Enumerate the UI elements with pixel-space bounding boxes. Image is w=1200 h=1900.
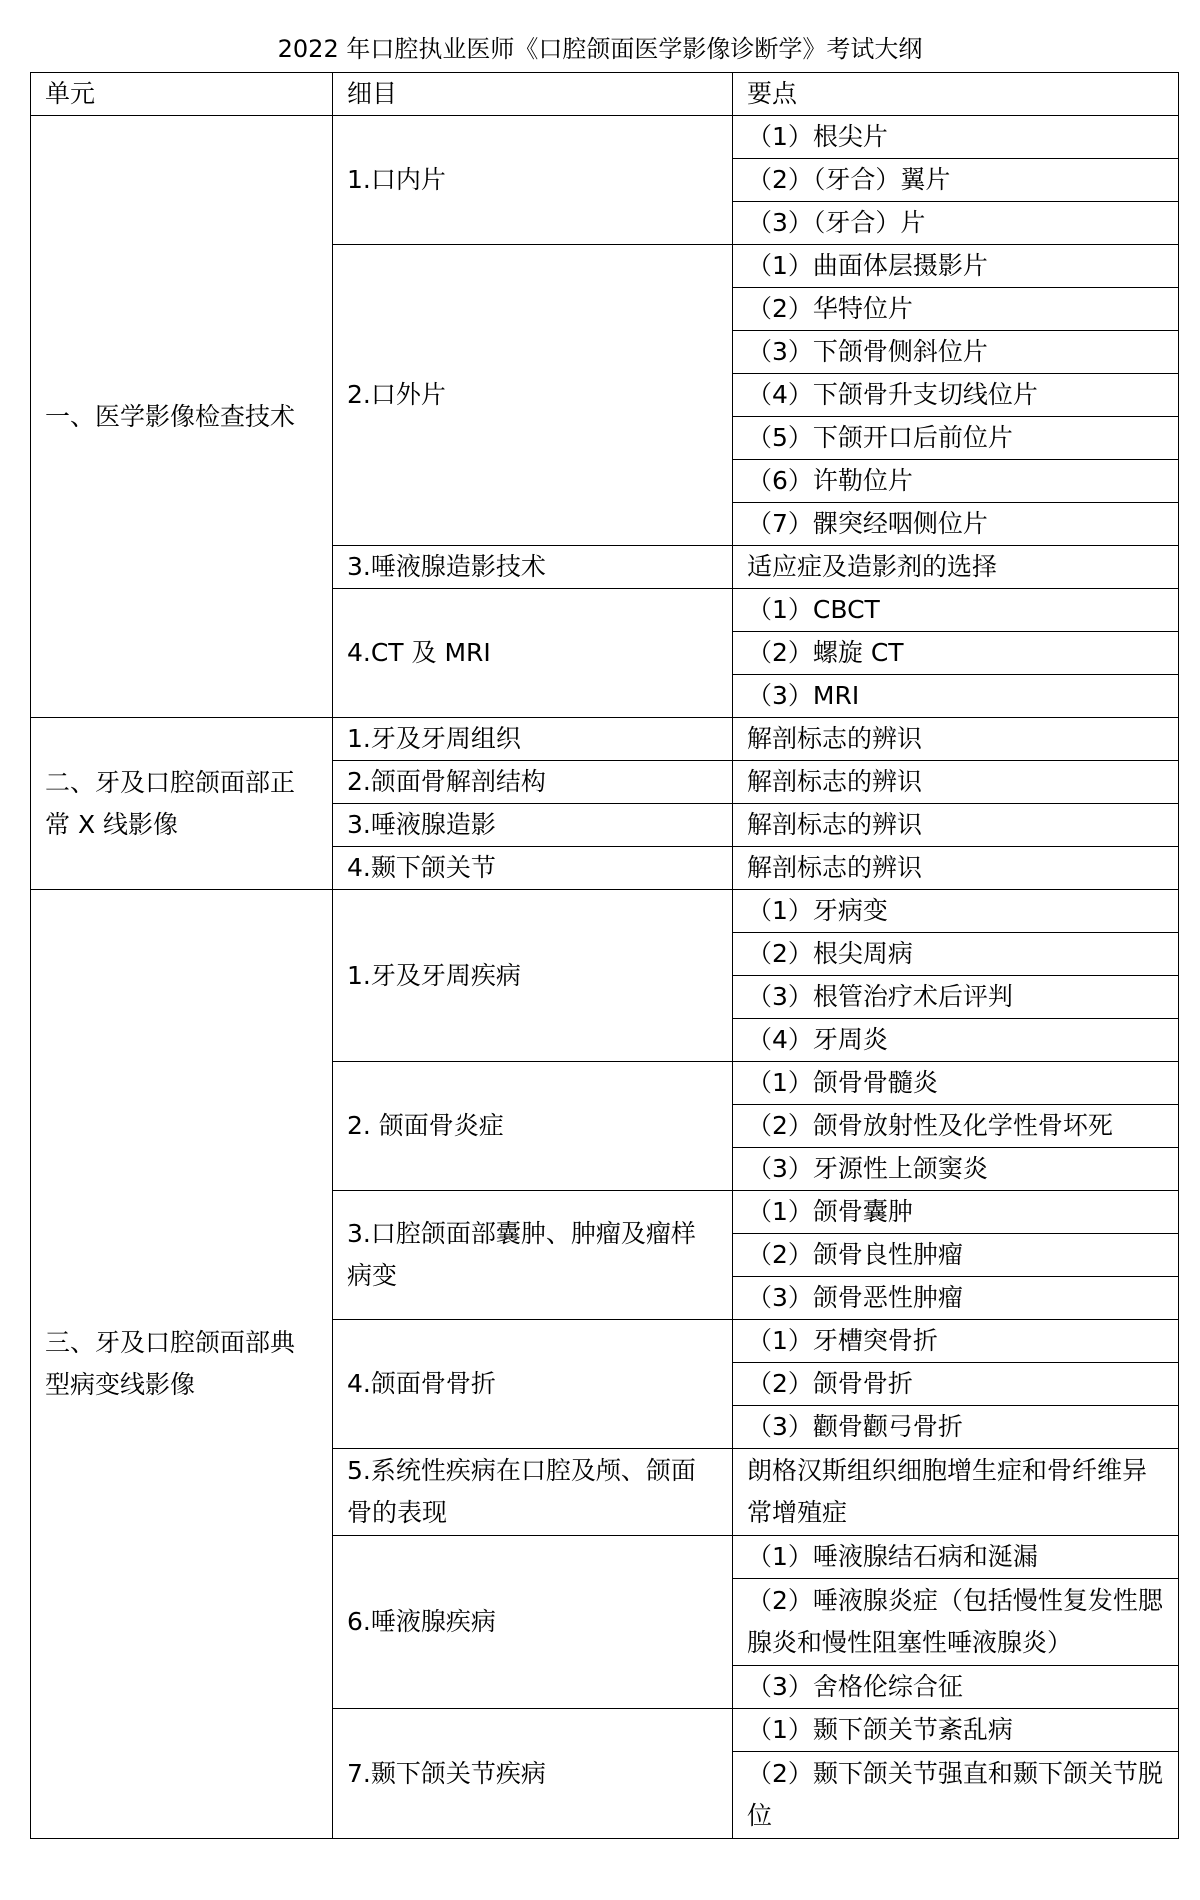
detail-cell: 6.唾液腺疾病: [333, 1536, 733, 1709]
unit-cell: 三、牙及口腔颌面部典型病变线影像: [31, 890, 333, 1839]
point-cell: 解剖标志的辨识: [733, 847, 1179, 890]
point-cell: （6）许勒位片: [733, 460, 1179, 503]
point-cell: （3）颌骨恶性肿瘤: [733, 1277, 1179, 1320]
detail-cell: 2.颌面骨解剖结构: [333, 761, 733, 804]
point-cell: （2）根尖周病: [733, 933, 1179, 976]
point-cell: 解剖标志的辨识: [733, 718, 1179, 761]
point-cell: （2）颌骨放射性及化学性骨坏死: [733, 1105, 1179, 1148]
detail-cell: 3.唾液腺造影技术: [333, 546, 733, 589]
point-cell: （2）（牙合）翼片: [733, 159, 1179, 202]
point-cell: （1）根尖片: [733, 116, 1179, 159]
point-cell: （2）唾液腺炎症（包括慢性复发性腮腺炎和慢性阻塞性唾液腺炎）: [733, 1579, 1179, 1666]
header-row: [31, 73, 1179, 116]
point-cell: 解剖标志的辨识: [733, 804, 1179, 847]
point-cell: （3）（牙合）片: [733, 202, 1179, 245]
detail-cell: 4.颞下颌关节: [333, 847, 733, 890]
point-cell: （2）颌骨良性肿瘤: [733, 1234, 1179, 1277]
detail-cell: 4.CT 及 MRI: [333, 589, 733, 718]
point-cell: （3）下颌骨侧斜位片: [733, 331, 1179, 374]
point-cell: 解剖标志的辨识: [733, 761, 1179, 804]
header-unit: 单元: [31, 73, 333, 116]
point-cell: （2）螺旋 CT: [733, 632, 1179, 675]
point-cell: （1）颌骨囊肿: [733, 1191, 1179, 1234]
point-cell: （1）牙病变: [733, 890, 1179, 933]
detail-cell: 4.颌面骨骨折: [333, 1320, 733, 1449]
point-cell: （4）下颌骨升支切线位片: [733, 374, 1179, 417]
point-cell: （1）CBCT: [733, 589, 1179, 632]
point-cell: （7）髁突经咽侧位片: [733, 503, 1179, 546]
unit-cell: 二、牙及口腔颌面部正常 X 线影像: [31, 718, 333, 890]
table-row: [31, 116, 1179, 159]
point-cell: （3）颧骨颧弓骨折: [733, 1406, 1179, 1449]
point-cell: 适应症及造影剂的选择: [733, 546, 1179, 589]
point-cell: （3）牙源性上颌窦炎: [733, 1148, 1179, 1191]
detail-cell: 5.系统性疾病在口腔及颅、颌面骨的表现: [333, 1449, 733, 1536]
detail-cell: 3.唾液腺造影: [333, 804, 733, 847]
point-cell: （1）颞下颌关节紊乱病: [733, 1709, 1179, 1752]
detail-cell: 3.口腔颌面部囊肿、肿瘤及瘤样病变: [333, 1191, 733, 1320]
table-row: [31, 890, 1179, 933]
point-cell: （3）MRI: [733, 675, 1179, 718]
point-cell: （3）舍格伦综合征: [733, 1666, 1179, 1709]
table-row: [31, 718, 1179, 761]
detail-cell: 2. 颌面骨炎症: [333, 1062, 733, 1191]
point-cell: （3）根管治疗术后评判: [733, 976, 1179, 1019]
unit-cell: 一、医学影像检查技术: [31, 116, 333, 718]
point-cell: （1）牙槽突骨折: [733, 1320, 1179, 1363]
detail-cell: 1.牙及牙周疾病: [333, 890, 733, 1062]
point-cell: （4）牙周炎: [733, 1019, 1179, 1062]
point-cell: （1）曲面体层摄影片: [733, 245, 1179, 288]
header-detail: 细目: [333, 73, 733, 116]
detail-cell: 2.口外片: [333, 245, 733, 546]
point-cell: （2）颌骨骨折: [733, 1363, 1179, 1406]
detail-cell: 1.牙及牙周组织: [333, 718, 733, 761]
document-title: 2022 年口腔执业医师《口腔颌面医学影像诊断学》考试大纲: [277, 35, 923, 63]
detail-cell: 7.颞下颌关节疾病: [333, 1709, 733, 1839]
exam-outline-table: [30, 72, 1179, 1839]
point-cell: （2）颞下颌关节强直和颞下颌关节脱位: [733, 1752, 1179, 1839]
point-cell: （1）颌骨骨髓炎: [733, 1062, 1179, 1105]
detail-cell: 1.口内片: [333, 116, 733, 245]
header-points: 要点: [733, 73, 1179, 116]
point-cell: （2）华特位片: [733, 288, 1179, 331]
point-cell: （1）唾液腺结石病和涎漏: [733, 1536, 1179, 1579]
point-cell: 朗格汉斯组织细胞增生症和骨纤维异常增殖症: [733, 1449, 1179, 1536]
point-cell: （5）下颌开口后前位片: [733, 417, 1179, 460]
